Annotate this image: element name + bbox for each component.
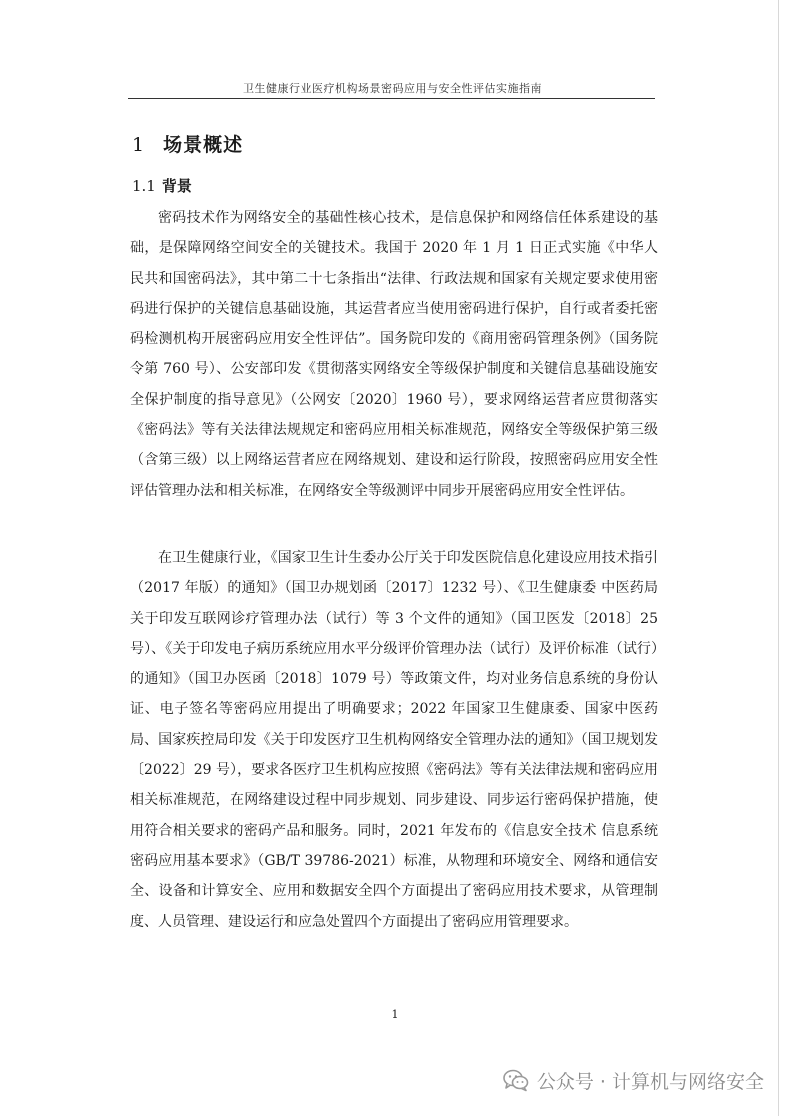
body-paragraph-1: 密码技术作为网络安全的基础性核心技术，是信息保护和网络信任体系建设的基础，是保障网络空间安全的关键技术。我国于 2020 年 1 月 1 日正式实施《中华人民共和国密码法》，其中第二十七条指出“法律、行政法规和国家有关规定要求使用密码进行保护的关键信息基础设施，其运营者应当使用密码进行保护，自行或者委托密码检测机构开展密码应用安全性评估”。国务院印发的《商用密码管理条例》（国务院令第 760 号）、公安部印发《贯彻落实网络安全等级保护制度和关键信息基础设施安全保护制度的指导意见》（公网安〔2020〕1960 号），要求网络运营者应贯彻落实《密码法》等有关法律法规规定和密码应用相关标准规范，网络安全等级保护第三级（含第三级）以上网络运营者应在网络规划、建设和运行阶段，按照密码应用安全性评估管理办法和相关标准，在网络安全等级测评中同步开展密码应用安全性评估。 (130, 210, 658, 499)
running-header: 卫生健康行业医疗机构场景密码应用与安全性评估实施指南 (243, 82, 542, 95)
page-edge-line (778, 0, 779, 1116)
wechat-icon (503, 1068, 529, 1092)
body-paragraph-2: 在卫生健康行业，《国家卫生计生委办公厅关于印发医院信息化建设应用技术指引（2017 年版）的通知》（国卫办规划函〔2017〕1232 号）、《卫生健康委 中医药局关于印发互联网诊疗管理办法（试行）等 3 个文件的通知》（国卫医发〔2018〕25 号）、《关于印发电子病历系统应用水平分级评价管理办法（试行）及评价标准（试行）的通知》（国卫办医函〔2018〕1079 号）等政策文件，均对业务信息系统的身份认证、电子签名等密码应用提出了明确要求；2022 年国家卫生健康委、国家中医药局、国家疾控局印发《关于印发医疗卫生机构网络安全管理办法的通知》（国卫规划发〔2022〕29 号），要求各医疗卫生机构应按照《密码法》等有关法律法规和密码应用相关标准规范，在网络建设过程中同步规划、同步建设、同步运行密码保护措施，使用符合相关要求的密码产品和服务。同时，2021 年发布的《信息安全技术 信息系统密码应用基本要求》（GB/T 39786-2021）标准，从物理和环境安全、网络和通信安全、设备和计算安全、应用和数据安全四个方面提出了密码应用技术要求，从管理制度、人员管理、建设运行和应急处置四个方面提出了密码应用管理要求。 (130, 550, 658, 930)
page-number: 1 (391, 1008, 399, 1021)
subsection-heading (132, 175, 192, 196)
subsection-number: 1.1 (132, 177, 156, 195)
subsection-title: 背景 (161, 177, 192, 195)
watermark-text: 公众号 · 计算机与网络安全 (536, 1070, 764, 1093)
wechat-watermark (503, 1066, 764, 1094)
section-heading (132, 130, 243, 157)
section-title: 场景概述 (163, 134, 244, 156)
header-divider (128, 98, 655, 99)
section-number: 1 (132, 134, 146, 156)
